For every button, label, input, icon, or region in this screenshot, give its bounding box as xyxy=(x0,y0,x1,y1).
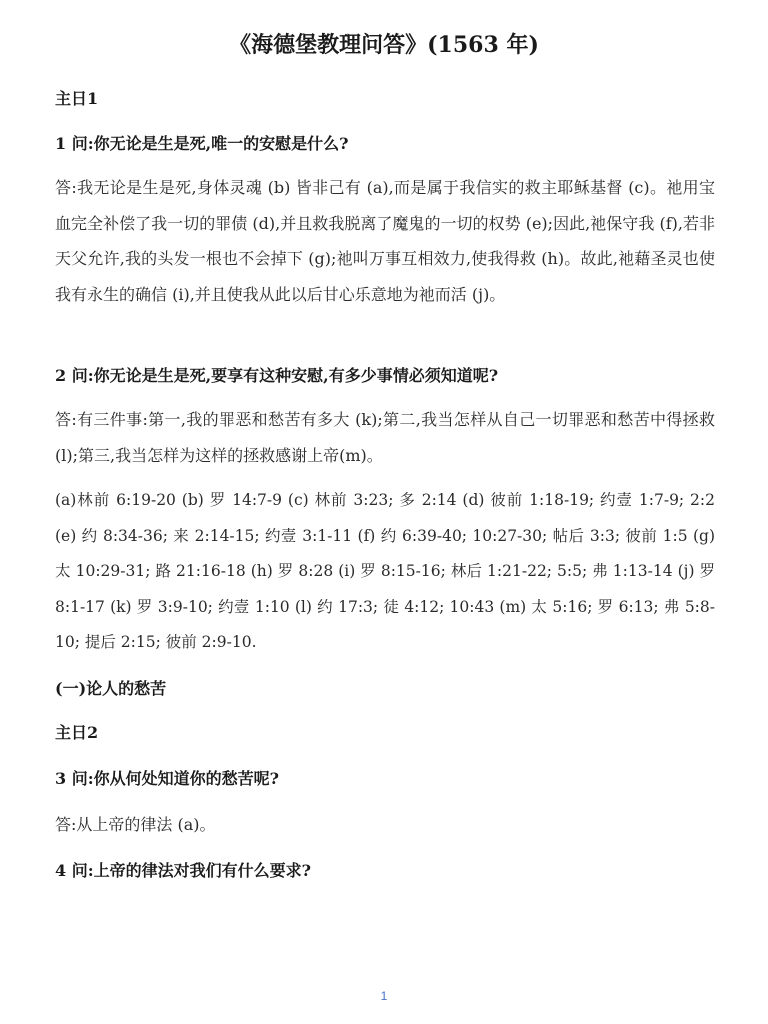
part-1-heading: (一)论人的愁苦 xyxy=(55,679,167,698)
question-2: 2 问:你无论是生是死,要享有这种安慰,有多少事情必须知道呢? xyxy=(55,366,499,385)
document-title: 《海德堡教理问答》(1563 年) xyxy=(229,32,539,58)
question-3: 3 问:你从何处知道你的愁苦呢? xyxy=(55,769,279,788)
answer-3: 答:从上帝的律法 (a)。 xyxy=(55,815,216,834)
answer-2: 答:有三件事:第一,我的罪恶和愁苦有多大 (k);第二,我当怎样从自己一切罪恶和愁苦中得拯救 (l);第三,我当怎样为这样的拯救感谢上帝(m)。 xyxy=(55,410,715,465)
question-1: 1 问:你无论是生是死,唯一的安慰是什么? xyxy=(55,134,349,153)
question-4: 4 问:上帝的律法对我们有什么要求? xyxy=(55,861,311,880)
scripture-references: (a)林前 6:19-20 (b) 罗 14:7-9 (c) 林前 3:23; 多 2:14 (d) 彼前 1:18-19; 约壹 1:7-9; 2:2 (e) 约 8:34-36; 来 2:14-15; 约壹 3:1-11 (f) 约 6:39-40; 10:27-30; 帖后 3:3; 彼前 1:5 (g) 太 10:29-31; 路 21:16-18 (h) 罗 8:28 (i) 罗 8:15-16; 林后 1:21-22; 5:5; 弗 1:13-14 (j) 罗 8:1-17 (k) 罗 3:9-10; 约壹 1:10 (l) 约 17:3; 徒 4:12; 10:43 (m) 太 5:16; 罗 6:13; 弗 5:8-10; 提后 2:15; 彼前 2:9-10. xyxy=(55,491,715,651)
answer-1: 答:我无论是生是死,身体灵魂 (b) 皆非己有 (a),而是属于我信实的救主耶稣基督 (c)。祂用宝血完全补偿了我一切的罪债 (d),并且救我脱离了魔鬼的一切的权势 (e);因此,祂保守我 (f),若非天父允许,我的头发一根也不会掉下 (g);祂叫万事互相效力,使我得救 (h)。故此,祂藉圣灵也使我有永生的确信 (i),并且使我从此以后甘心乐意地为祂而活 (j)。 xyxy=(55,178,715,304)
lords-day-2-heading: 主日2 xyxy=(55,723,99,742)
lords-day-1-heading: 主日1 xyxy=(55,89,99,108)
page-number: 1 xyxy=(380,989,388,1003)
